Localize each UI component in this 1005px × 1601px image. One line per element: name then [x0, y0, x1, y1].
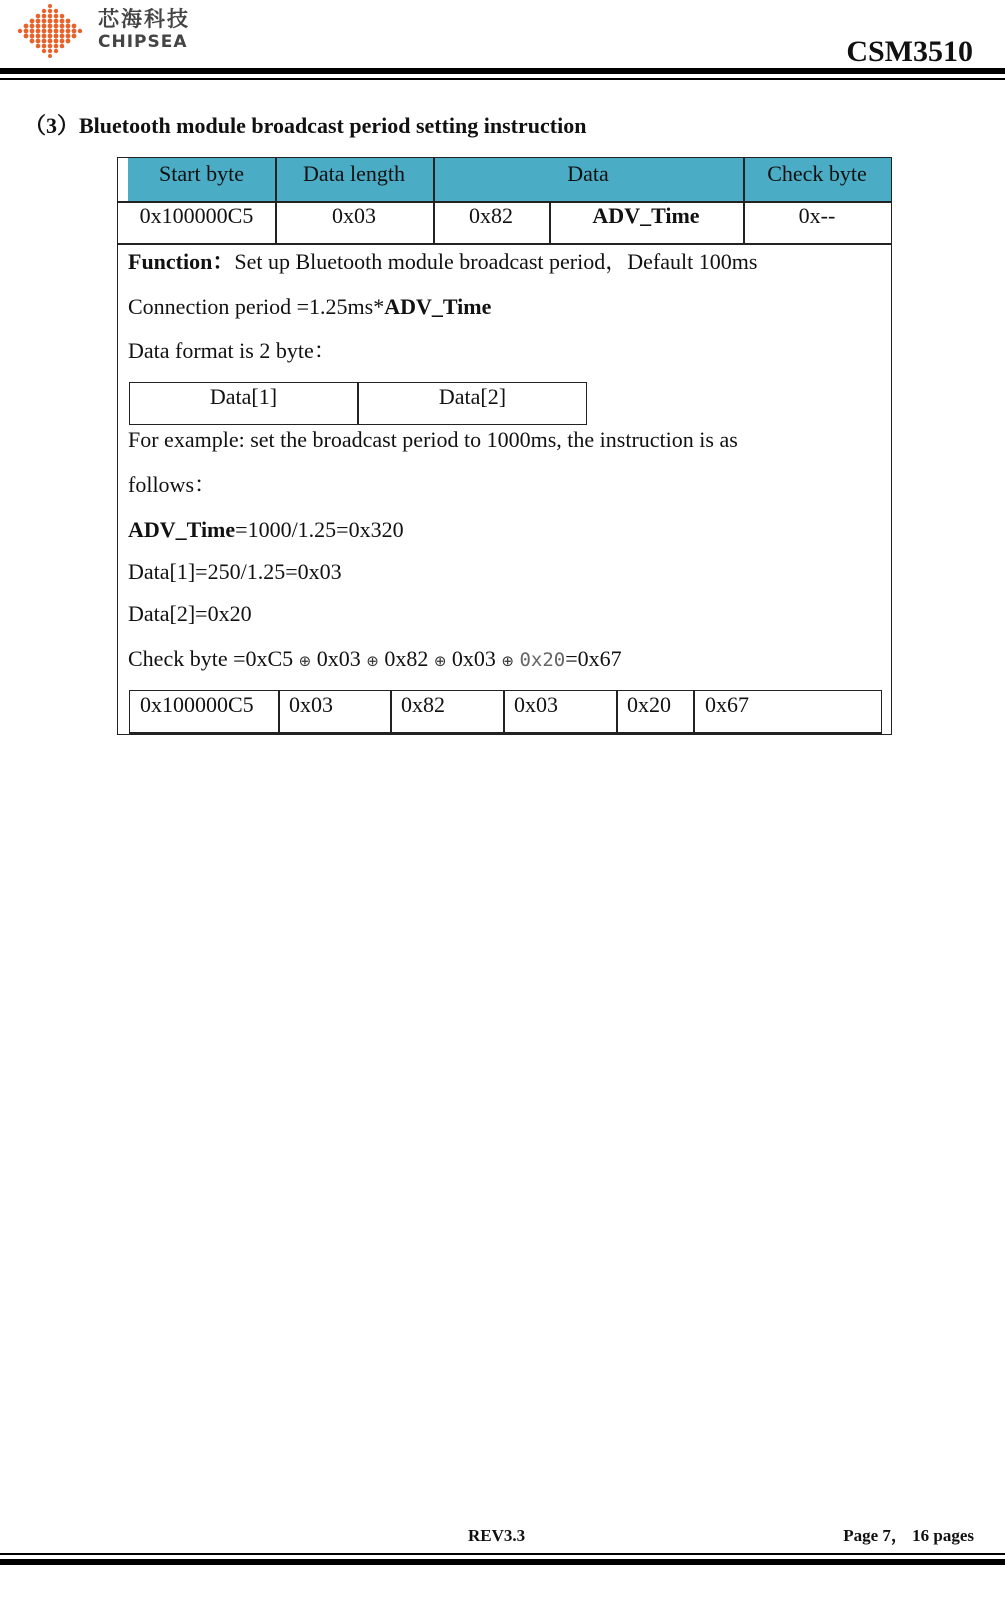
footer-rule-thin	[0, 1553, 1005, 1555]
value-command-byte: 0x82	[469, 203, 513, 228]
header-start-byte: Start byte	[128, 158, 275, 201]
table-divider	[549, 201, 551, 244]
data2-calc-line: Data[2]=0x20	[128, 601, 252, 626]
chipsea-logo-icon	[14, 2, 86, 60]
example-cell: 0x20	[627, 692, 671, 717]
connection-bold: ADV_Time	[384, 294, 492, 319]
table-divider	[118, 243, 891, 245]
example-cell: 0x03	[289, 692, 333, 717]
function-line	[128, 248, 757, 276]
header-rule	[0, 68, 1005, 74]
table-divider	[433, 158, 435, 244]
adv-time-label: ADV_Time	[128, 517, 236, 542]
logo-chinese-text: 芯海科技	[98, 7, 190, 31]
data-format-line: Data format is 2 byte：	[128, 338, 336, 363]
page-number: Page 7， 16 pages	[843, 1526, 974, 1545]
connection-prefix: Connection period =1.25ms*	[128, 294, 385, 319]
header-data-length: Data length	[275, 158, 433, 201]
example-line-1: For example: set the broadcast period to 1000ms, the instruction is as	[128, 427, 738, 452]
function-label: Function：	[128, 249, 235, 274]
example-cell: 0x82	[401, 692, 445, 717]
header-rule-thin	[0, 78, 1005, 80]
command-spec-table	[117, 157, 892, 735]
revision-label: REV3.3	[468, 1526, 526, 1545]
format-cell-data1: Data[1]	[209, 384, 278, 409]
xor-icon: ⊕	[366, 652, 379, 670]
header-data: Data	[433, 158, 743, 201]
logo-english-text: CHIPSEA	[98, 32, 188, 52]
example-cell: 0x100000C5	[140, 692, 254, 717]
check-term-3: 0x03	[451, 646, 496, 671]
table-divider	[118, 201, 891, 203]
function-text: Set up Bluetooth module broadcast period，Default 100ms	[234, 249, 758, 274]
xor-icon: ⊕	[501, 652, 514, 670]
adv-time-calc-line	[128, 516, 404, 544]
data1-calc-line: Data[1]=250/1.25=0x03	[128, 559, 342, 584]
check-term-1: 0x03	[316, 646, 361, 671]
check-prefix: Check byte =0xC5	[128, 646, 294, 671]
section-title: （3）Bluetooth module broadcast period setting instruction	[24, 113, 587, 138]
check-term-4: 0x20	[519, 649, 566, 671]
example-command-table	[129, 690, 882, 734]
footer-rule	[0, 1559, 1005, 1565]
example-cell: 0x03	[514, 692, 558, 717]
adv-time-calc: =1000/1.25=0x320	[235, 517, 404, 542]
connection-line	[128, 293, 491, 321]
example-line-2: follows：	[128, 472, 217, 497]
data-format-table	[129, 382, 587, 425]
document-id: CSM3510	[846, 35, 973, 68]
check-byte-calc-line	[128, 645, 622, 675]
check-result: =0x67	[565, 646, 622, 671]
example-cell: 0x67	[705, 692, 749, 717]
xor-icon: ⊕	[433, 652, 447, 670]
table-divider	[743, 158, 745, 244]
value-check-byte: 0x--	[798, 203, 836, 228]
table-divider	[275, 158, 277, 244]
value-adv-time: ADV_Time	[592, 203, 700, 228]
format-cell-data2: Data[2]	[438, 384, 507, 409]
value-data-length: 0x03	[332, 203, 376, 228]
xor-icon: ⊕	[298, 652, 312, 670]
value-start-byte: 0x100000C5	[139, 203, 254, 228]
check-term-2: 0x82	[384, 646, 429, 671]
header-check-byte: Check byte	[743, 158, 891, 201]
